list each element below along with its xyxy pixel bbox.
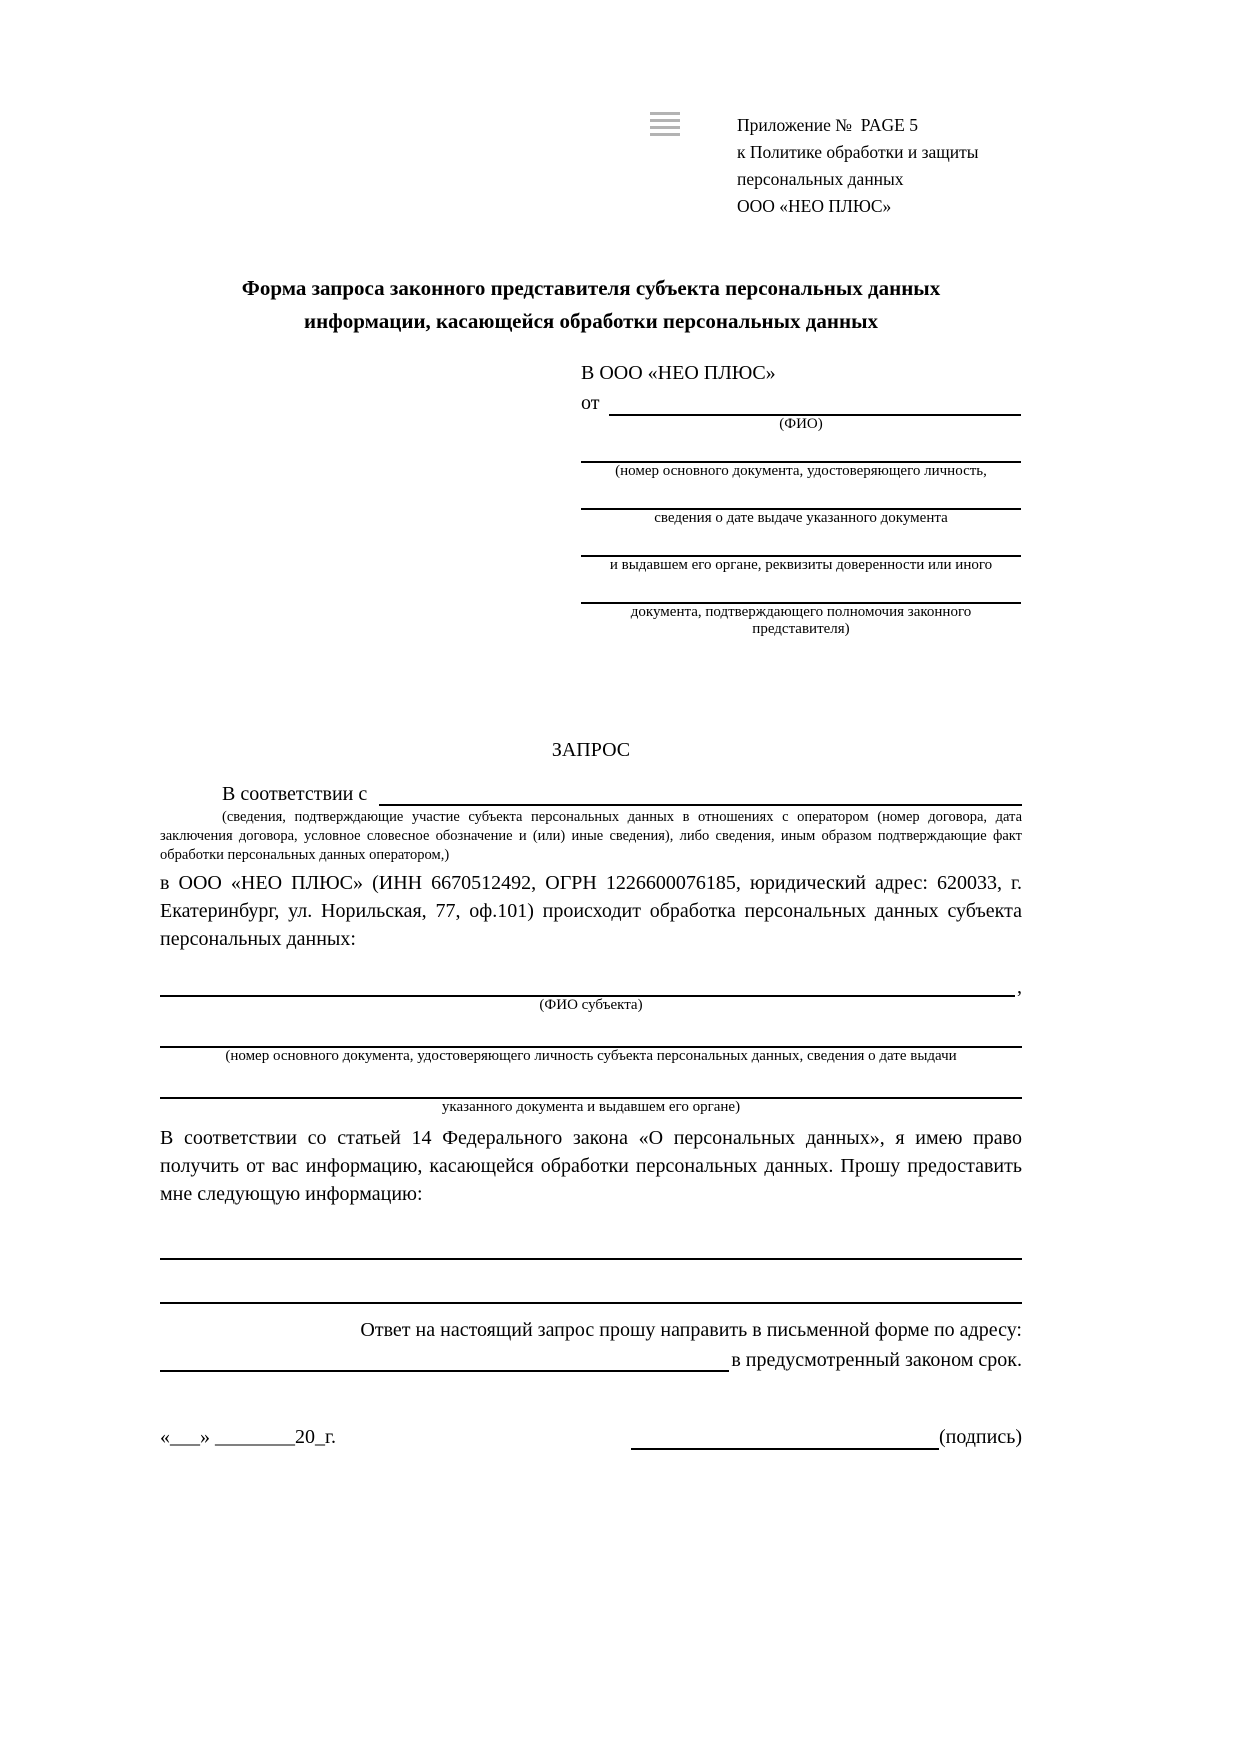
fio-caption: (ФИО) bbox=[779, 416, 823, 432]
doc-authority-blank-line bbox=[581, 527, 1021, 557]
title-line-2: информации, касающейся обработки персональных данных bbox=[304, 309, 878, 333]
subject-fio-row bbox=[160, 971, 1022, 997]
subject-doc-blank-line-1 bbox=[160, 1014, 1022, 1048]
header-annex-line: Приложение № PAGE 5 bbox=[737, 115, 918, 135]
addressee-to-line: В ООО «НЕО ПЛЮС» bbox=[581, 362, 776, 384]
addressee-block bbox=[581, 360, 1021, 638]
title-line-1: Форма запроса законного представителя субъекта персональных данных bbox=[241, 276, 941, 300]
answer-suffix: в предусмотренный законом срок. bbox=[731, 1349, 1022, 1371]
law-paragraph: В соответствии со статьей 14 Федерального закона «О персональных данных», я имею право получить от вас информацию, касающейся обработки персональных данных. Прошу предоставить мне следующую информацию: bbox=[160, 1127, 1022, 1205]
footer-row bbox=[160, 1424, 1022, 1450]
header-company-line: ООО «НЕО ПЛЮС» bbox=[737, 196, 892, 216]
from-label: от bbox=[581, 392, 600, 414]
in-accordance-blank-line bbox=[379, 804, 1022, 806]
subject-doc-caption-1: (номер основного документа, удостоверяющего личность субъекта персональных данных, сведения о дате выдачи bbox=[225, 1048, 957, 1064]
header-policy-line2: персональных данных bbox=[737, 169, 904, 189]
request-heading: ЗАПРОС bbox=[551, 739, 631, 761]
from-field-row bbox=[581, 390, 1021, 416]
header-policy-line1: к Политике обработки и защиты bbox=[737, 142, 979, 162]
answer-intro: Ответ на настоящий запрос прошу направить в письменной форме по адресу: bbox=[360, 1319, 1022, 1341]
subject-doc-caption-2: указанного документа и выдавшем его органе) bbox=[441, 1099, 741, 1115]
doc-issue-date-blank-line bbox=[581, 480, 1021, 510]
signature-block bbox=[631, 1424, 1022, 1450]
fine-print-note: (сведения, подтверждающие участие субъекта персональных данных в отношениях с оператором (номер договора, дата заключения договора, условное словесное обозначение и (или) иные сведения), либо сведения, иным образом подтверждающие факт обработки персональных данных оператором,) bbox=[160, 809, 1022, 863]
document-title bbox=[160, 272, 1022, 338]
in-accordance-label: В соответствии с bbox=[222, 783, 368, 805]
doc-number-blank-line bbox=[581, 433, 1021, 463]
trailing-comma: , bbox=[1017, 976, 1022, 998]
subject-doc-blank-line-2 bbox=[160, 1065, 1022, 1099]
signature-blank-line bbox=[631, 1424, 939, 1450]
date-line: «___» ________20_г. bbox=[160, 1426, 336, 1448]
doc-issue-date-caption: сведения о дате выдаче указанного документа bbox=[654, 510, 948, 526]
subject-fio-caption: (ФИО субъекта) bbox=[539, 997, 643, 1013]
doc-powers-caption: документа, подтверждающего полномочия законного представителя) bbox=[630, 604, 972, 637]
doc-authority-caption: и выдавшем его органе, реквизиты доверенности или иного bbox=[609, 557, 993, 573]
signature-caption: (подпись) bbox=[938, 1426, 1022, 1448]
answer-address-row bbox=[160, 1344, 1022, 1372]
doc-number-caption: (номер основного документа, удостоверяющего личность, bbox=[615, 463, 987, 479]
in-accordance-row bbox=[160, 778, 1022, 806]
info-blank-line-2 bbox=[160, 1260, 1022, 1304]
doc-powers-blank-line bbox=[581, 574, 1021, 604]
document-content bbox=[160, 0, 1022, 1450]
answer-address-blank-line bbox=[160, 1370, 729, 1372]
info-blank-line-1 bbox=[160, 1224, 1022, 1260]
operator-paragraph: в ООО «НЕО ПЛЮС» (ИНН 6670512492, ОГРН 1226600076185, юридический адрес: 620033, г. Екатеринбург, ул. Норильская, 77, оф.101) происходит обработка персональных данных субъекта персональных данных: bbox=[160, 872, 1022, 950]
